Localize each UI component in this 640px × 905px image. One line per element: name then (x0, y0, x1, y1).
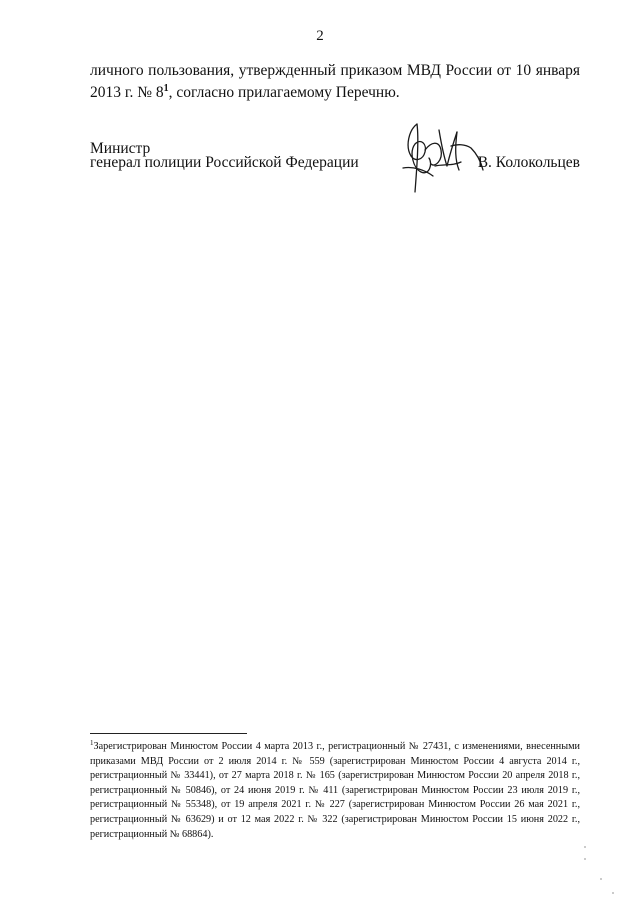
footnote-reference: 1 (163, 83, 169, 94)
page-number: 2 (316, 28, 324, 44)
footnote (90, 740, 580, 842)
scan-artifact (584, 858, 586, 860)
body-text-part-1: личного пользования, утвержденный приказом МВД России от 10 января 2013 г. № 8 (90, 62, 580, 101)
footnote-separator (90, 733, 247, 734)
footnote-text: Зарегистрирован Минюстом России 4 марта 2013 г., регистрационный № 27431, с изменениями, внесенными приказами МВД России от 2 июля 2014 г. № 559 (зарегистрирован Минюстом России 4 августа 2014 г., регистрационный № 33441), от 27 марта 2018 г. № 165 (зарегистрирован Минюстом России 20 апреля 2018 г., регистрационный № 50846), от 24 июня 2019 г. № 411 (зарегистрирован Минюстом России 23 июля 2019 г., регистрационный № 55348), от 19 апреля 2021 г. № 227 (зарегистрирован Минюстом России 26 мая 2021 г., регистрационный № 63629) и от 12 мая 2022 г. № 322 (зарегистрирован Минюстом России 15 июня 2022 г., регистрационный № 68864). (90, 741, 580, 840)
signature-block (90, 138, 580, 198)
body-paragraph (90, 60, 580, 104)
signatory-title: Министр (90, 140, 151, 157)
signatory-rank: генерал полиции Российской Федерации (90, 154, 359, 171)
handwritten-signature (395, 120, 490, 198)
scan-artifact (584, 846, 586, 848)
signatory-name: В. Колокольцев (477, 154, 580, 171)
footnote-marker: 1 (90, 739, 94, 747)
scan-artifact (612, 892, 614, 894)
scan-artifact (600, 878, 602, 880)
body-text-part-2: , согласно прилагаемому Перечню. (168, 84, 400, 101)
